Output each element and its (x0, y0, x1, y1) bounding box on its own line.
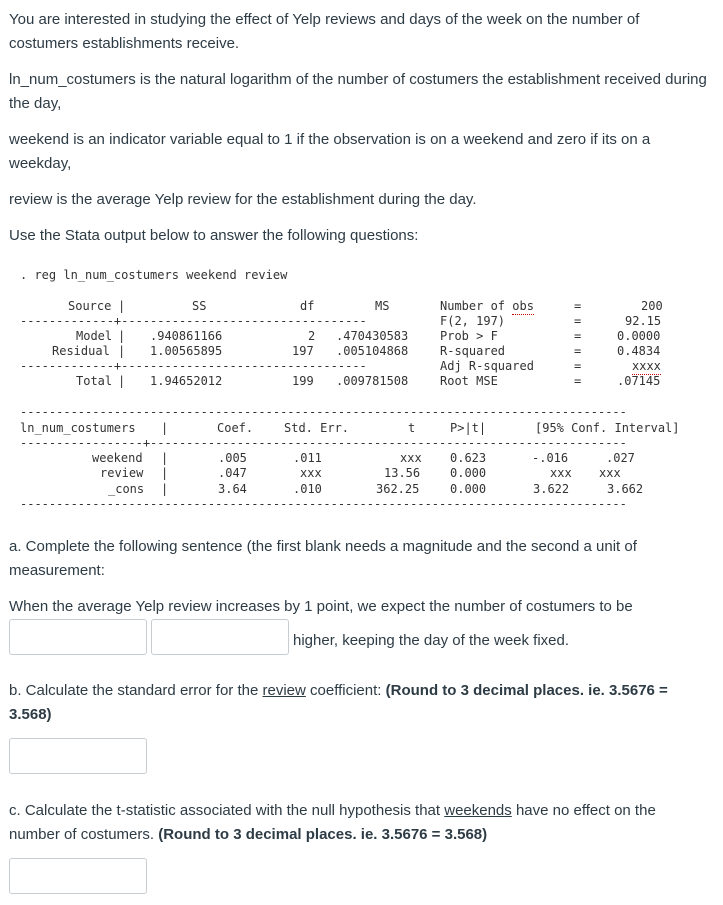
stat-adj-r-squared-label: Adj R-squared (440, 359, 534, 373)
answer-a-unit-input[interactable] (151, 619, 289, 655)
stat-number-of-obs-eq: = (574, 299, 582, 313)
anova-row-model-ms: .470430583 (336, 329, 409, 343)
anova-header-source: Source (68, 299, 112, 313)
question-a-sentence: When the average Yelp review increases by 1 point, we expect the number of costumers to be (9, 598, 633, 615)
intro-paragraph-3: weekend is an indicator variable equal to 1 if the observation is on a weekend and zero if its on a weekday, (9, 131, 651, 172)
coef-row-weekend-coef: .005 (218, 451, 247, 465)
weekends-link[interactable]: weekends (444, 802, 512, 819)
coef-row-weekend-p: 0.623 (450, 451, 487, 465)
anova-divider: -------------+---------------------------------- (20, 314, 367, 328)
coef-header-t: t (408, 421, 416, 435)
coef-header-p: P>|t| (450, 421, 487, 435)
intro-paragraph-4: review is the average Yelp review for the establishment during the day. (9, 191, 477, 208)
stat-root-mse-label: Root MSE (440, 374, 498, 388)
intro-paragraph-5: Use the Stata output below to answer the following questions: (9, 227, 419, 244)
coef-row-cons-p: 0.000 (450, 482, 487, 496)
anova-row-residual-df: 197 (292, 344, 314, 358)
coef-row-review-p: 0.000 (450, 466, 487, 480)
coef-row-weekend-se: .011 (293, 451, 322, 465)
anova-header-df: df (300, 299, 315, 313)
anova-row-residual-ss: 1.00565895 (150, 344, 223, 358)
anova-row-total-ms: .009781508 (336, 374, 409, 388)
coef-header-coef: Coef. (217, 421, 254, 435)
stat-prob-f-label: Prob > F (440, 329, 498, 343)
coef-row-weekend-hi: .027 (606, 451, 635, 465)
stat-number-of-obs-label: Number of obs (440, 299, 534, 313)
coef-row-weekend-lo: -.016 (532, 451, 569, 465)
stat-obs-word: obs (512, 299, 534, 313)
stat-r-squared-value: 0.4834 (617, 344, 661, 358)
coef-row-weekend-name: weekend (92, 451, 143, 465)
coef-row-cons-lo: 3.622 (533, 482, 570, 496)
stata-command: . reg ln_num_costumers weekend review (20, 268, 288, 282)
coef-row-cons-t: 362.25 (376, 482, 420, 496)
stat-f-value: 92.15 (625, 314, 662, 328)
answer-c-input[interactable] (9, 858, 147, 894)
answer-a-magnitude-input[interactable] (9, 619, 147, 655)
intro-paragraph-2: ln_num_costumers is the natural logarithm of the number of costumers the establishment received during the day, (9, 71, 707, 112)
stat-prob-f-eq: = (574, 329, 582, 343)
coef-row-cons-name: _cons (108, 482, 145, 496)
stat-root-mse-eq: = (574, 374, 582, 388)
coef-divider-bottom: ------------------------------------------------------------------------------------ (20, 497, 627, 511)
anova-row-model-df: 2 (308, 329, 316, 343)
anova-divider-2: -------------+---------------------------------- (20, 359, 367, 373)
stat-adj-r-squared-eq: = (574, 359, 582, 373)
coef-row-review-hi: xxx (599, 466, 621, 480)
coef-row-cons-se: .010 (293, 482, 322, 496)
anova-row-total-ss: 1.94652012 (150, 374, 223, 388)
question-b: b. Calculate the standard error for the review coefficient: (Round to 3 decimal places. ie. 3.5676 = 3.568) (9, 682, 668, 723)
coef-row-cons-hi: 3.662 (607, 482, 644, 496)
coef-header-se: Std. Err. (284, 421, 350, 435)
question-c-rounding-note: (Round to 3 decimal places. ie. 3.5676 = 3.568) (158, 826, 488, 843)
answer-b-input[interactable] (9, 738, 147, 774)
anova-row-total-df: 199 (292, 374, 314, 388)
stat-root-mse-value: .07145 (617, 374, 661, 388)
coef-row-review-se: xxx (300, 466, 322, 480)
coef-row-review-coef: .047 (218, 466, 247, 480)
coef-header-dep: ln_num_costumers (20, 421, 136, 435)
coef-divider-top: ------------------------------------------------------------------------------------ (20, 405, 627, 419)
coef-row-cons-coef: 3.64 (218, 482, 247, 496)
stat-f-label: F(2, 197) (440, 314, 506, 328)
question-a-after-blanks: higher, keeping the day of the week fixed. (293, 632, 570, 649)
anova-header-ms: MS (375, 299, 390, 313)
review-link[interactable]: review (262, 682, 306, 699)
coef-header-ci: [95% Conf. Interval] (535, 421, 680, 435)
coef-row-weekend-t: xxx (400, 451, 422, 465)
anova-row-residual-ms: .005104868 (336, 344, 409, 358)
stat-f-eq: = (574, 314, 582, 328)
intro-paragraph-1: You are interested in studying the effect of Yelp reviews and days of the week on the number of costumers establishments receive. (9, 11, 640, 52)
anova-row-residual-label: Residual (52, 344, 110, 358)
anova-row-model-label: Model (76, 329, 113, 343)
coef-divider-mid: -----------------+------------------------------------------------------------------ (20, 436, 627, 450)
stat-adj-r-squared-value: xxxx (632, 359, 661, 373)
stat-r-squared-eq: = (574, 344, 582, 358)
coef-row-review-t: 13.56 (384, 466, 421, 480)
anova-row-model-ss: .940861166 (150, 329, 223, 343)
stat-number-of-obs-value: 200 (641, 299, 663, 313)
stat-r-squared-label: R-squared (440, 344, 506, 358)
anova-row-total-label: Total (76, 374, 113, 388)
question-b-rounding-note: (Round to 3 decimal places. ie. 3.5676 = 3.568) (9, 682, 668, 723)
coef-row-review-lo: xxx (550, 466, 572, 480)
coef-row-review-name: review (100, 466, 144, 480)
question-c: c. Calculate the t-statistic associated with the null hypothesis that weekends have no effect on the number of costumers. (Round to 3 decimal places. ie. 3.5676 = 3.568) (9, 802, 656, 843)
stat-prob-f-value: 0.0000 (617, 329, 661, 343)
question-a: a. Complete the following sentence (the first blank needs a magnitude and the second a unit of measurement: (9, 538, 637, 579)
anova-header-ss: SS (192, 299, 207, 313)
